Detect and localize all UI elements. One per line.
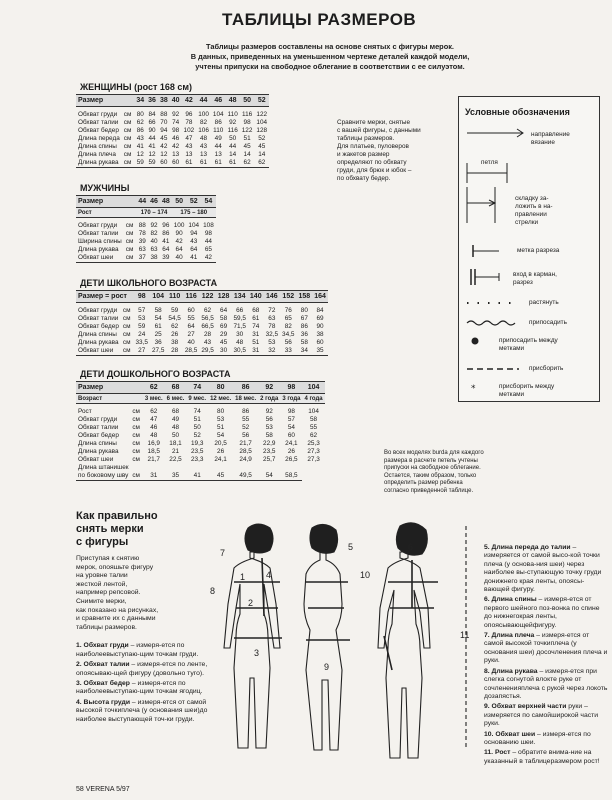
mark-8: 8 — [210, 586, 216, 596]
school-size-table — [76, 290, 328, 356]
age-row: Возраст 3 мес. 6 мес. 9 мес. 12 мес. 18 мес. 2 года 3 года 4 года — [78, 395, 323, 402]
measurement-figures — [200, 520, 476, 782]
men-size-table — [76, 195, 216, 263]
svg-text:*: * — [471, 384, 476, 394]
star-marks-icon — [471, 384, 476, 394]
mark-2: 2 — [248, 598, 254, 608]
table-header-row: Размер 34 36 38 40 42 44 46 48 50 52 — [76, 95, 269, 107]
table-header-row: Размер 62 68 74 80 86 92 98 104 — [76, 382, 325, 394]
page-title: ТАБЛИЦЫ РАЗМЕРОВ — [222, 10, 417, 29]
legend-item-10: присборить между метками — [499, 383, 555, 398]
table-row: по боковому шву см 31 35 41 45 49,5 54 58,5 — [76, 472, 325, 481]
table-row: Длина спины см 24 25 26 27 28 29 30 31 32,5 34,5 36 38 — [78, 331, 324, 338]
table-row: Длина рукава см 59 59 60 60 61 61 61 61 62 62 — [76, 159, 269, 168]
legend-item-1: направление вязание — [531, 131, 570, 146]
table-row: Обхват талии см 53 54 54,5 55 56,5 58 59,5 61 63 65 67 69 — [78, 315, 324, 322]
mark-11: 11 — [460, 630, 470, 640]
table-row: Обхват груди см 80 84 88 92 96 100 104 110 116 122 — [78, 111, 268, 118]
measurement-step: 9. Обхват верхней части руки – измеряется по самойширокой части руки. — [484, 703, 599, 728]
table-row: Обхват бедер см 59 61 62 64 66,5 69 71,5 74 78 82 86 90 — [78, 323, 324, 330]
fold-arrow-icon — [467, 187, 495, 223]
measurement-step: 5. Длина переда до талии – измеряется от самой высо-кой точки плеча (у основа-ния шеи) через наиболее вы-ступающую точку груди донижнего края ленты, опоясы-вающей фигуру. — [484, 544, 602, 594]
measurement-step: 11. Рост – обратите внима-ние на указанный в таблицеразмером рост! — [484, 749, 600, 765]
table-row: Обхват груди см 47 49 51 53 55 56 57 58 — [78, 416, 318, 423]
table-row: Длина спины см 41 41 42 42 43 43 44 44 45 45 — [78, 143, 266, 150]
table-row: Длина спины см 16,9 18,1 19,3 20,5 21,7 22,9 24,1 25,3 — [78, 440, 320, 447]
table-row: Обхват бедер см 86 90 94 98 102 106 110 116 122 128 — [78, 127, 268, 134]
table-row: Длина штанишек — [78, 464, 129, 471]
women-title: ЖЕНЩИНЫ (рост 168 см) — [80, 82, 193, 92]
back-figure-illustration — [378, 523, 438, 758]
measurement-step: 4. Высота груди – измеря-ется от самой высокой точкиплеча (у основания шеи)до наиболее выступающей точ-ки груди. — [76, 698, 208, 723]
mark-1: 1 — [240, 572, 246, 582]
table-row: Ширина спины см 39 40 41 42 43 44 — [78, 238, 212, 245]
measurement-step: 7. Длина плеча – измеря-ется от самой высокой точкиплеча (у основания шеи) досочленения плеча и руки. — [484, 632, 608, 665]
legend-item-9: присборить — [529, 365, 564, 372]
table-row: Обхват шеи см 21,7 22,5 23,3 24,1 24,9 25,7 26,5 27,3 — [78, 456, 320, 463]
legend-item-7: припосадить — [529, 319, 567, 326]
table-row: Длина рукава см 18,5 21 23,5 26 28,5 23,5 26 27,3 — [78, 448, 320, 455]
table-row: Рост см 62 68 74 80 86 92 98 104 — [78, 408, 319, 415]
table-row: Обхват талии см 46 48 50 51 52 53 54 55 — [78, 424, 318, 431]
mark-10: 10 — [360, 570, 371, 580]
table-row: Длина плеча см 12 12 12 13 13 13 13 14 14 14 — [78, 151, 266, 158]
table-row: Обхват бедер см 48 50 52 54 56 58 60 62 — [78, 432, 318, 439]
dot-pair-icon — [472, 338, 479, 345]
legend-item-4: метка разреза — [517, 247, 560, 254]
legend-item-3: складку за- ложить в на- правлении стрелки — [515, 195, 553, 226]
mark-3: 3 — [254, 648, 260, 658]
table-header-row: Размер 44 46 48 50 52 54 — [76, 196, 216, 208]
legend-item-2: петля — [481, 159, 498, 166]
table-row: Обхват шеи см 37 38 39 40 41 42 — [76, 254, 216, 263]
measurement-step: 8. Длина рукава – измеря-ется при слегка согнутой влокте руке от сочлененияплеча с рукой через локоть дозапястья. — [484, 667, 608, 700]
legend-item-6: растянуть — [529, 299, 559, 306]
table-row: Обхват талии см 62 66 70 74 78 82 86 92 98 104 — [78, 119, 268, 126]
measurement-step: 2. Обхват талии – измеря-ется по ленте, опоясываю-щей фигуру (довольно туго). — [76, 661, 208, 677]
men-title: МУЖЧИНЫ — [80, 183, 130, 193]
page-footer: 58 VERENA 5/97 — [76, 786, 130, 793]
mark-9: 9 — [324, 662, 330, 672]
table-row: Обхват шеи см 27 27,5 28 28,5 29,5 30 30,5 31 32 33 34 35 — [76, 347, 328, 356]
legend-item-8: припосадить между метками — [499, 337, 558, 352]
mark-5: 5 — [348, 542, 354, 552]
women-size-table — [76, 94, 269, 168]
legend-title: Условные обозначения — [465, 107, 570, 117]
table-row: Длина переда см 43 44 45 46 47 48 49 50 51 52 — [78, 135, 266, 142]
preschool-note: Во всех моделях burda для каждого размера в расчете петель учтены припуски на свободное облегание. Остается, таким образом, только определить размер ребенка согласно приведенной таблице. — [384, 450, 484, 494]
table-row: Длина рукава см 33,5 36 38 40 43 45 48 51 53 56 58 60 — [78, 339, 324, 346]
legend-item-5: вход в карман, разрез — [513, 271, 557, 286]
intro-text: Таблицы размеров составлены на основе снятых с фигуры мерок. В данных, приведенных на уменьшенном чертеже деталей каждой модели, учтены припуски на свободное облегание в соответствии с ее силуэтом. — [190, 42, 470, 71]
table-header-row: Размер = рост 98 104 110 116 122 128 134 140 146 152 158 164 — [76, 291, 328, 303]
height-row: Рост 170 – 174 175 – 180 — [76, 208, 216, 218]
measurement-step: 1. Обхват груди – измеря-ется по наиболеевыступаю-щим точкам груди. — [76, 642, 199, 658]
legend-box — [458, 96, 600, 402]
wavy-line-icon — [467, 321, 515, 325]
howto-intro: Приступая к снятию мерок, опояшьте фигуру на уровне талии жесткой лентой, например репсовой. Снимите мерки, как показано на рисунках, и сравните их с данными таблицы размеров. — [76, 555, 159, 631]
table-row: Обхват талии см 78 82 86 90 94 98 — [78, 230, 212, 237]
preschool-size-table — [76, 381, 325, 481]
front-figure-illustration — [224, 524, 282, 748]
howto-steps-right — [484, 544, 608, 768]
arrow-right-icon — [467, 129, 523, 137]
pocket-entry-icon — [471, 269, 499, 285]
table-row: Обхват груди см 57 58 59 60 62 64 66 68 72 76 80 84 — [78, 307, 324, 314]
school-title: ДЕТИ ШКОЛЬНОГО ВОЗРАСТА — [80, 278, 218, 288]
measurement-step: 10. Обхват шеи – измеря-ется по основанию шеи. — [484, 730, 591, 746]
cut-mark-icon — [473, 245, 499, 257]
table-row: Длина рукава см 63 63 64 64 64 65 — [78, 246, 212, 253]
mark-4: 4 — [266, 570, 272, 580]
measurement-step: 6. Длина спины – измеря-ется от первого шейного поз-вонка по спине до нижнегокрая ленты, опоясывающейфигуру. — [484, 596, 600, 629]
howto-heading: Как правильно снять мерки с фигуры — [76, 510, 158, 548]
women-note: Сравните мерки, снятые с вашей фигуры, с данными таблицы размеров. Для платьев, пуловеров и жакетов размер определяют по обхвату груди, для брюк и юбок – по обхвату бедер. — [337, 119, 421, 182]
table-row: Обхват груди см 88 92 96 100 104 108 — [78, 222, 214, 229]
measurement-step: 3. Обхват бедер – измеря-ется по наиболеевыступаю-щим точкам ягодиц. — [76, 679, 203, 696]
mark-7: 7 — [220, 548, 226, 558]
preschool-title: ДЕТИ ДОШКОЛЬНОГО ВОЗРАСТА — [80, 369, 231, 379]
mark-6: 6 — [408, 542, 414, 552]
side-figure-illustration — [304, 524, 350, 750]
